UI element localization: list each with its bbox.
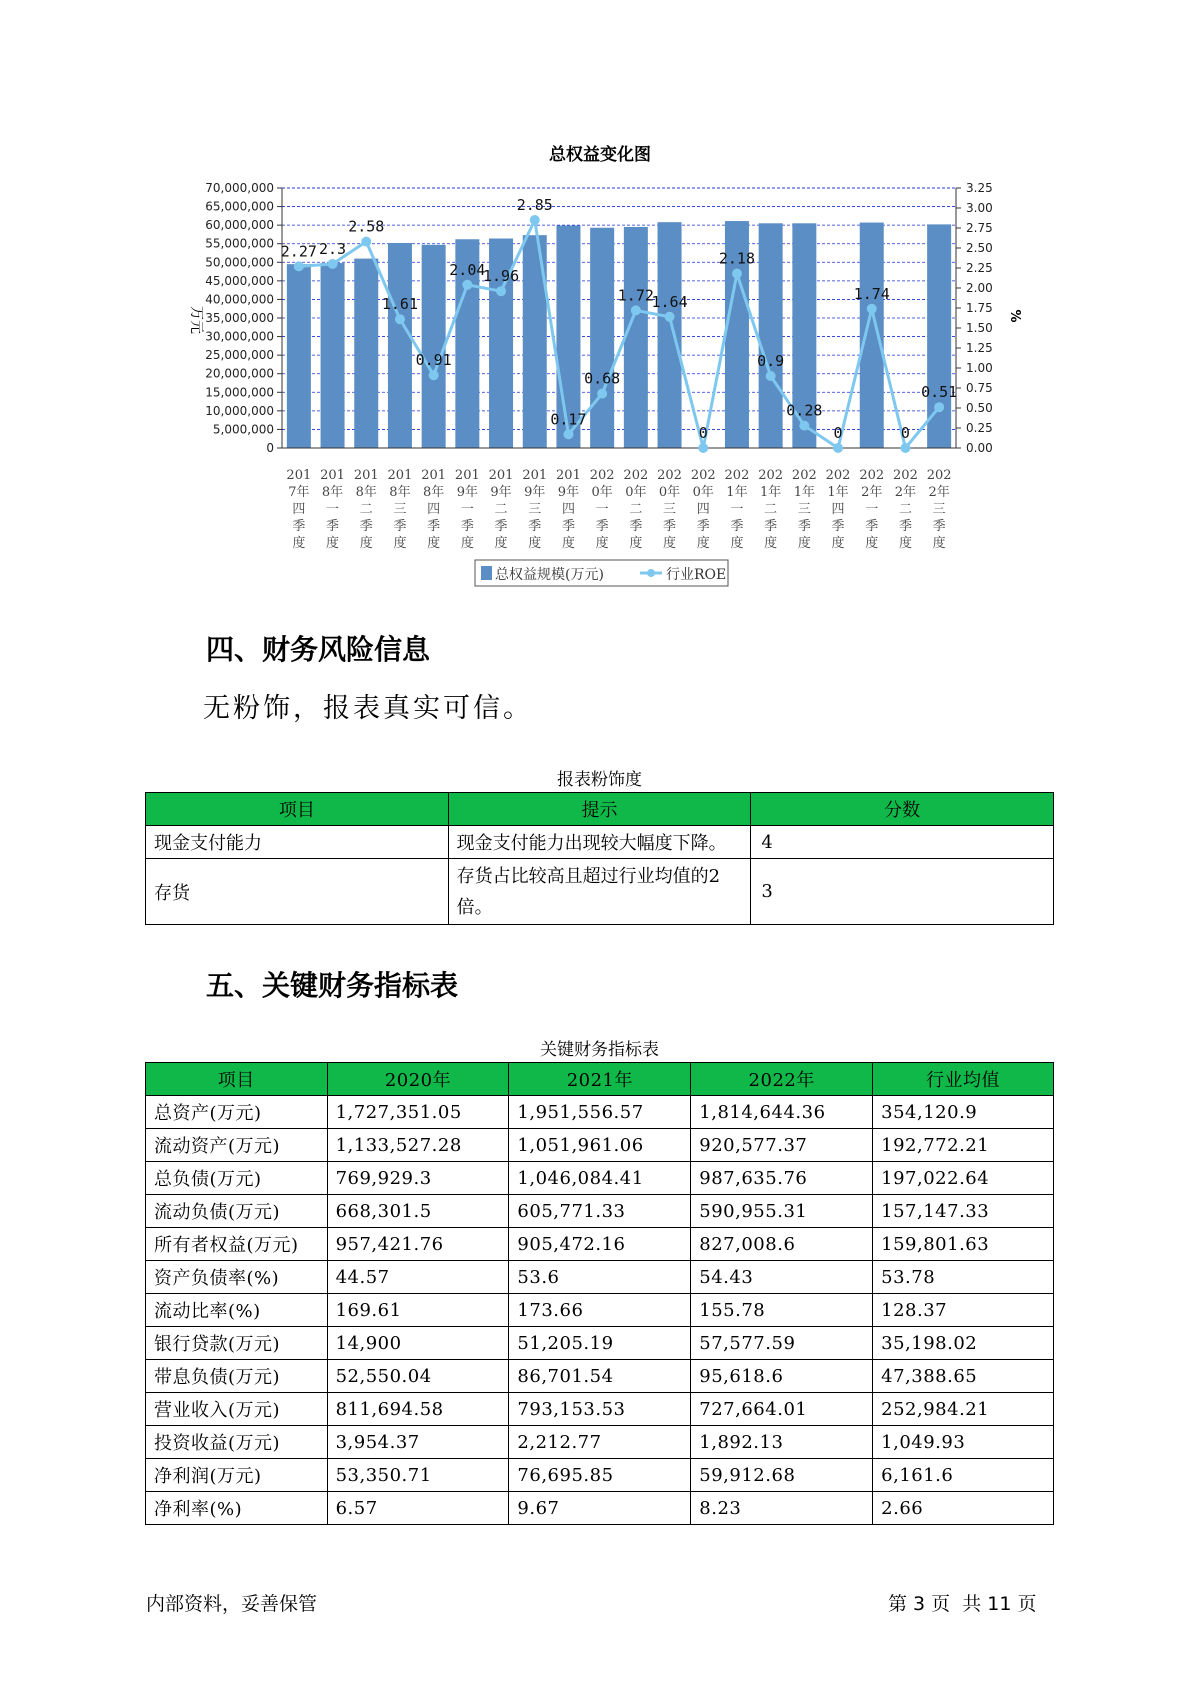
y-left-tick-label: 25,000,000 — [205, 348, 274, 363]
table2-cell: 1,892.13 — [691, 1426, 873, 1459]
table2-cell: 6.57 — [327, 1492, 509, 1525]
roe-point — [294, 261, 304, 271]
x-category-label: 度 — [898, 536, 912, 551]
x-category-label: 9年 — [557, 485, 580, 500]
roe-point — [496, 286, 506, 296]
equity-chart — [0, 0, 1191, 600]
x-category-label: 9年 — [456, 485, 478, 500]
table2-cell: 905,472.16 — [509, 1228, 691, 1261]
table-row — [146, 1360, 1054, 1393]
y-left-tick-label: 15,000,000 — [205, 385, 274, 400]
table2-cell: 53.6 — [509, 1261, 691, 1294]
table2-cell: 157,147.33 — [873, 1195, 1054, 1228]
table2-cell: 827,008.6 — [691, 1228, 873, 1261]
x-category-label: 度 — [561, 536, 575, 551]
table2-header-cell: 项目 — [146, 1063, 328, 1096]
table-row — [146, 826, 1054, 859]
section4-heading: 四、财务风险信息 — [206, 633, 431, 666]
roe-point — [361, 237, 371, 247]
x-category-label: 8年 — [423, 485, 445, 500]
roe-point — [395, 314, 405, 324]
equity-bar — [658, 222, 682, 448]
table1-cell: 4 — [751, 826, 1054, 859]
table2-cell: 53,350.71 — [327, 1459, 509, 1492]
x-category-label: 202 — [724, 468, 750, 483]
table1-cell: 存货 — [146, 859, 449, 925]
x-category-label: 季 — [326, 519, 340, 534]
table2-cell: 169.61 — [327, 1294, 509, 1327]
roe-data-label: 1.64 — [651, 292, 688, 311]
table2-cell: 605,771.33 — [509, 1195, 691, 1228]
table2-cell: 9.67 — [509, 1492, 691, 1525]
x-category-label: 度 — [696, 536, 710, 551]
table-row — [146, 1294, 1054, 1327]
table-row — [146, 859, 1054, 925]
x-category-label: 202 — [825, 468, 851, 483]
roe-point — [900, 443, 910, 453]
x-category-label: 度 — [595, 536, 609, 551]
x-category-label: 201 — [454, 468, 480, 483]
y-left-tick-label: 0 — [266, 441, 274, 455]
x-category-label: 季 — [831, 519, 845, 534]
x-category-label: 202 — [758, 468, 784, 483]
table-row — [146, 1327, 1054, 1360]
x-category-label: 度 — [932, 536, 946, 551]
y-right-tick-label: 2.75 — [966, 221, 993, 235]
roe-data-label: 1.61 — [381, 295, 419, 314]
y-left-tick-label: 20,000,000 — [205, 366, 274, 381]
table2-header-cell: 2020年 — [327, 1063, 509, 1096]
table2-header-cell: 2021年 — [509, 1063, 691, 1096]
x-category-label: 度 — [629, 536, 643, 551]
y-left-tick-label: 55,000,000 — [205, 236, 274, 251]
x-category-label: 201 — [488, 468, 514, 483]
table2-cell: 173.66 — [509, 1294, 691, 1327]
roe-data-label: 0.9 — [757, 352, 785, 370]
roe-point — [698, 443, 708, 453]
x-category-label: 0年 — [625, 485, 647, 500]
x-category-label: 季 — [494, 519, 508, 534]
section4-text: 无粉饰，报表真实可信。 — [203, 693, 533, 724]
x-category-label: 1年 — [793, 485, 815, 500]
table2-cell: 1,814,644.36 — [691, 1096, 873, 1129]
y-left-tick-label: 30,000,000 — [205, 329, 274, 344]
x-category-label: 季 — [359, 519, 373, 534]
table2-cell: 1,133,527.28 — [327, 1129, 509, 1162]
roe-point — [833, 443, 843, 453]
x-category-label: 度 — [326, 536, 340, 551]
table2-cell: 54.43 — [691, 1261, 873, 1294]
table2-cell: 总负债(万元) — [146, 1162, 328, 1195]
x-category-label: 三 — [932, 502, 946, 517]
table2-cell: 53.78 — [873, 1261, 1054, 1294]
table2-cell: 44.57 — [327, 1261, 509, 1294]
table1-cell: 存货占比较高且超过行业均值的2倍。 — [448, 859, 751, 925]
table2-cell: 所有者权益(万元) — [146, 1228, 328, 1261]
table2-cell: 带息负债(万元) — [146, 1360, 328, 1393]
roe-data-label: 0.51 — [921, 383, 958, 402]
x-category-label: 度 — [865, 536, 879, 551]
table1-header-cell: 分数 — [751, 793, 1054, 826]
table2-cell: 159,801.63 — [873, 1228, 1054, 1261]
roe-data-label: 2.3 — [319, 240, 347, 258]
table2-cell: 59,912.68 — [691, 1459, 873, 1492]
roe-point — [799, 421, 809, 431]
x-category-label: 季 — [561, 519, 575, 534]
x-category-label: 度 — [528, 536, 542, 551]
table1-cell: 3 — [751, 859, 1054, 925]
roe-data-label: 2.58 — [348, 217, 385, 236]
x-category-label: 度 — [427, 536, 441, 551]
y-right-tick-label: 2.25 — [966, 261, 993, 275]
table2-header-cell: 2022年 — [691, 1063, 873, 1096]
equity-bar — [590, 228, 614, 448]
roe-point — [867, 304, 877, 314]
y-left-tick-label: 10,000,000 — [205, 403, 274, 418]
equity-bar — [422, 245, 446, 448]
table2-cell: 银行贷款(万元) — [146, 1327, 328, 1360]
roe-data-label: 0.91 — [415, 351, 452, 370]
x-category-label: 度 — [730, 536, 744, 551]
x-category-label: 0年 — [591, 485, 613, 500]
roe-point — [665, 312, 675, 322]
table-row — [146, 1129, 1054, 1162]
y-right-tick-label: 0.25 — [966, 421, 993, 435]
y-left-tick-label: 50,000,000 — [205, 255, 274, 270]
x-category-label: 季 — [595, 519, 609, 534]
y-right-tick-label: 0.00 — [966, 441, 993, 455]
x-category-label: 季 — [797, 519, 811, 534]
equity-bar — [388, 243, 412, 448]
footer-page-number: 第 3 页 共 11 页 — [888, 1593, 1037, 1615]
x-category-label: 一 — [730, 502, 744, 517]
table2-cell: 128.37 — [873, 1294, 1054, 1327]
x-category-label: 季 — [696, 519, 710, 534]
x-category-label: 季 — [865, 519, 879, 534]
equity-bar — [321, 263, 345, 448]
x-category-label: 9年 — [490, 485, 512, 500]
x-category-label: 季 — [764, 519, 778, 534]
table2-cell: 590,955.31 — [691, 1195, 873, 1228]
table2-cell: 1,951,556.57 — [509, 1096, 691, 1129]
equity-bar — [860, 223, 884, 448]
x-category-label: 8年 — [355, 485, 377, 500]
roe-data-label: 0.17 — [550, 410, 587, 429]
table-row — [146, 1195, 1054, 1228]
x-category-label: 7年 — [288, 485, 310, 500]
x-category-label: 度 — [460, 536, 474, 551]
y-left-tick-label: 70,000,000 — [205, 181, 274, 195]
table2-cell: 营业收入(万元) — [146, 1393, 328, 1426]
roe-point — [766, 371, 776, 381]
table1-cell: 现金支付能力出现较大幅度下降。 — [448, 826, 751, 859]
legend-bar-label: 总权益规模(万元) — [495, 567, 604, 583]
table2-cell: 1,051,961.06 — [509, 1129, 691, 1162]
y-axis-left-label: 万元 — [188, 306, 204, 334]
roe-point — [631, 305, 641, 315]
table2-cell: 155.78 — [691, 1294, 873, 1327]
y-right-tick-label: 0.75 — [966, 381, 993, 395]
x-category-label: 201 — [556, 468, 581, 483]
roe-data-label: 2.85 — [516, 196, 553, 214]
table-header-row — [146, 1063, 1054, 1096]
table2-cell: 2.66 — [873, 1492, 1054, 1525]
x-category-label: 二 — [359, 502, 373, 517]
whitewash-table — [145, 792, 1054, 925]
x-category-label: 201 — [522, 468, 548, 483]
key-financials-table — [145, 1062, 1054, 1525]
x-category-label: 202 — [690, 468, 716, 483]
table2-cell: 资产负债率(%) — [146, 1261, 328, 1294]
x-category-label: 2年 — [928, 485, 950, 500]
roe-data-label: 2.27 — [280, 242, 317, 261]
table2-cell: 流动资产(万元) — [146, 1129, 328, 1162]
equity-bar — [927, 224, 951, 448]
table2-cell: 197,022.64 — [873, 1162, 1054, 1195]
table2-cell: 668,301.5 — [327, 1195, 509, 1228]
table2-cell: 流动负债(万元) — [146, 1195, 328, 1228]
y-right-tick-label: 2.00 — [966, 281, 993, 295]
x-category-label: 8年 — [389, 485, 411, 500]
x-category-label: 度 — [393, 536, 407, 551]
table2-cell: 811,694.58 — [327, 1393, 509, 1426]
x-category-label: 三 — [528, 502, 542, 517]
x-category-label: 一 — [595, 502, 609, 517]
y-right-tick-label: 1.00 — [966, 361, 993, 375]
table2-header-cell: 行业均值 — [873, 1063, 1054, 1096]
x-category-label: 季 — [427, 519, 441, 534]
table2-cell: 1,049.93 — [873, 1426, 1054, 1459]
table2-cell: 2,212.77 — [509, 1426, 691, 1459]
table2-cell: 987,635.76 — [691, 1162, 873, 1195]
x-category-label: 202 — [926, 468, 952, 483]
x-category-label: 二 — [494, 502, 508, 517]
x-category-label: 1年 — [726, 485, 748, 500]
roe-data-label: 1.74 — [853, 284, 890, 303]
x-category-label: 季 — [528, 519, 542, 534]
x-category-label: 季 — [663, 519, 677, 534]
section5-heading: 五、关键财务指标表 — [206, 969, 459, 1002]
x-category-label: 季 — [460, 519, 474, 534]
table1-caption: 报表粉饰度 — [557, 770, 642, 790]
x-category-label: 度 — [797, 536, 811, 551]
table2-cell: 总资产(万元) — [146, 1096, 328, 1129]
x-category-label: 度 — [359, 536, 373, 551]
x-category-label: 一 — [460, 502, 474, 517]
x-category-label: 三 — [797, 502, 811, 517]
y-right-tick-label: 3.25 — [966, 181, 993, 195]
roe-data-label: 1.72 — [617, 286, 654, 305]
x-category-label: 201 — [353, 468, 379, 483]
roe-data-label: 0.28 — [786, 401, 823, 420]
table1-cell: 现金支付能力 — [146, 826, 449, 859]
table2-cell: 57,577.59 — [691, 1327, 873, 1360]
table2-cell: 投资收益(万元) — [146, 1426, 328, 1459]
x-category-label: 季 — [932, 519, 946, 534]
roe-data-label: 0.68 — [584, 369, 621, 388]
table2-cell: 95,618.6 — [691, 1360, 873, 1393]
roe-point — [597, 389, 607, 399]
roe-data-label: 0 — [900, 424, 910, 442]
table-row — [146, 1162, 1054, 1195]
x-category-label: 三 — [663, 502, 677, 517]
x-category-label: 四 — [292, 502, 306, 517]
table2-cell: 727,664.01 — [691, 1393, 873, 1426]
x-category-label: 201 — [421, 468, 447, 483]
x-category-label: 9年 — [524, 485, 546, 500]
y-left-tick-label: 5,000,000 — [212, 422, 274, 437]
y-right-tick-label: 3.00 — [966, 201, 993, 215]
table2-cell: 47,388.65 — [873, 1360, 1054, 1393]
x-category-label: 二 — [629, 502, 643, 517]
legend-line-label: 行业ROE — [666, 567, 727, 583]
table-row — [146, 1393, 1054, 1426]
x-category-label: 2年 — [861, 485, 883, 500]
x-category-label: 季 — [292, 519, 306, 534]
x-category-label: 201 — [320, 468, 345, 483]
equity-bar — [287, 264, 311, 448]
table2-cell: 76,695.85 — [509, 1459, 691, 1492]
roe-point — [732, 269, 742, 279]
table-row — [146, 1261, 1054, 1294]
x-category-label: 四 — [561, 502, 575, 517]
x-category-label: 202 — [893, 468, 918, 483]
table2-cell: 252,984.21 — [873, 1393, 1054, 1426]
y-right-tick-label: 0.50 — [966, 401, 993, 415]
table-row — [146, 1096, 1054, 1129]
table2-cell: 354,120.9 — [873, 1096, 1054, 1129]
table2-cell: 8.23 — [691, 1492, 873, 1525]
table2-caption: 关键财务指标表 — [540, 1040, 659, 1060]
roe-point — [934, 402, 944, 412]
x-category-label: 8年 — [321, 485, 344, 500]
x-category-label: 1年 — [760, 485, 782, 500]
x-category-label: 二 — [898, 502, 912, 517]
table2-cell: 769,929.3 — [327, 1162, 509, 1195]
roe-data-label: 0 — [698, 424, 708, 442]
x-category-label: 0年 — [658, 485, 681, 500]
x-category-label: 季 — [730, 519, 744, 534]
x-category-label: 201 — [387, 468, 413, 483]
x-category-label: 201 — [286, 468, 312, 483]
legend-bar-swatch — [481, 566, 492, 580]
roe-point — [530, 215, 540, 225]
x-category-label: 202 — [657, 468, 682, 483]
table2-cell: 51,205.19 — [509, 1327, 691, 1360]
footer-confidential: 内部资料，妥善保管 — [146, 1593, 318, 1615]
table1-header-cell: 项目 — [146, 793, 449, 826]
x-category-label: 三 — [393, 502, 407, 517]
y-right-tick-label: 1.75 — [966, 301, 993, 315]
equity-bar — [624, 227, 648, 448]
x-category-label: 202 — [791, 468, 817, 483]
table2-cell: 14,900 — [327, 1327, 509, 1360]
y-axis-right-label: % — [1007, 309, 1022, 323]
y-right-tick-label: 1.50 — [966, 321, 993, 335]
x-category-label: 202 — [623, 468, 649, 483]
x-category-label: 202 — [859, 468, 885, 483]
roe-data-label: 0 — [833, 424, 843, 442]
table2-cell: 957,421.76 — [327, 1228, 509, 1261]
y-left-tick-label: 40,000,000 — [205, 292, 274, 307]
table2-cell: 1,727,351.05 — [327, 1096, 509, 1129]
x-category-label: 一 — [865, 502, 879, 517]
y-left-tick-label: 65,000,000 — [205, 199, 274, 214]
table-row — [146, 1492, 1054, 1525]
y-left-tick-label: 60,000,000 — [205, 218, 274, 233]
y-left-tick-label: 45,000,000 — [205, 273, 274, 288]
x-category-label: 季 — [629, 519, 643, 534]
roe-point — [429, 370, 439, 380]
y-right-tick-label: 2.50 — [966, 241, 993, 255]
table2-cell: 3,954.37 — [327, 1426, 509, 1459]
x-category-label: 四 — [831, 502, 845, 517]
x-category-label: 一 — [326, 502, 340, 517]
x-category-label: 度 — [663, 536, 677, 551]
equity-bar — [354, 259, 378, 448]
x-category-label: 202 — [589, 468, 615, 483]
roe-point — [462, 280, 472, 290]
table2-cell: 192,772.21 — [873, 1129, 1054, 1162]
table2-cell: 920,577.37 — [691, 1129, 873, 1162]
table2-cell: 52,550.04 — [327, 1360, 509, 1393]
x-category-label: 2年 — [894, 485, 917, 500]
x-category-label: 季 — [393, 519, 407, 534]
table2-cell: 1,046,084.41 — [509, 1162, 691, 1195]
chart-legend — [475, 560, 728, 586]
roe-data-label: 2.18 — [718, 249, 756, 268]
y-left-tick-label: 35,000,000 — [205, 311, 274, 325]
table2-cell: 35,198.02 — [873, 1327, 1054, 1360]
table2-cell: 86,701.54 — [509, 1360, 691, 1393]
x-category-label: 度 — [494, 536, 508, 551]
x-category-label: 1年 — [827, 485, 849, 500]
x-category-label: 季 — [898, 519, 912, 534]
table-row — [146, 1459, 1054, 1492]
x-category-label: 四 — [696, 502, 710, 517]
x-category-label: 度 — [292, 536, 306, 551]
table-row — [146, 1426, 1054, 1459]
x-category-label: 二 — [764, 502, 778, 517]
y-right-tick-label: 1.25 — [966, 341, 993, 355]
x-category-label: 度 — [764, 536, 778, 551]
x-category-label: 四 — [427, 502, 441, 517]
table2-cell: 净利率(%) — [146, 1492, 328, 1525]
x-category-label: 0年 — [692, 485, 714, 500]
table-row — [146, 1228, 1054, 1261]
x-category-label: 度 — [831, 536, 845, 551]
table2-cell: 6,161.6 — [873, 1459, 1054, 1492]
roe-point — [328, 259, 338, 269]
roe-data-label: 1.96 — [482, 267, 520, 286]
chart-title: 总权益变化图 — [549, 145, 651, 165]
table2-cell: 净利润(万元) — [146, 1459, 328, 1492]
table2-cell: 793,153.53 — [509, 1393, 691, 1426]
table1-header-cell: 提示 — [448, 793, 751, 826]
roe-point — [563, 429, 573, 439]
table2-cell: 流动比率(%) — [146, 1294, 328, 1327]
equity-bar — [759, 223, 783, 448]
roe-data-label: 2.04 — [449, 260, 486, 279]
